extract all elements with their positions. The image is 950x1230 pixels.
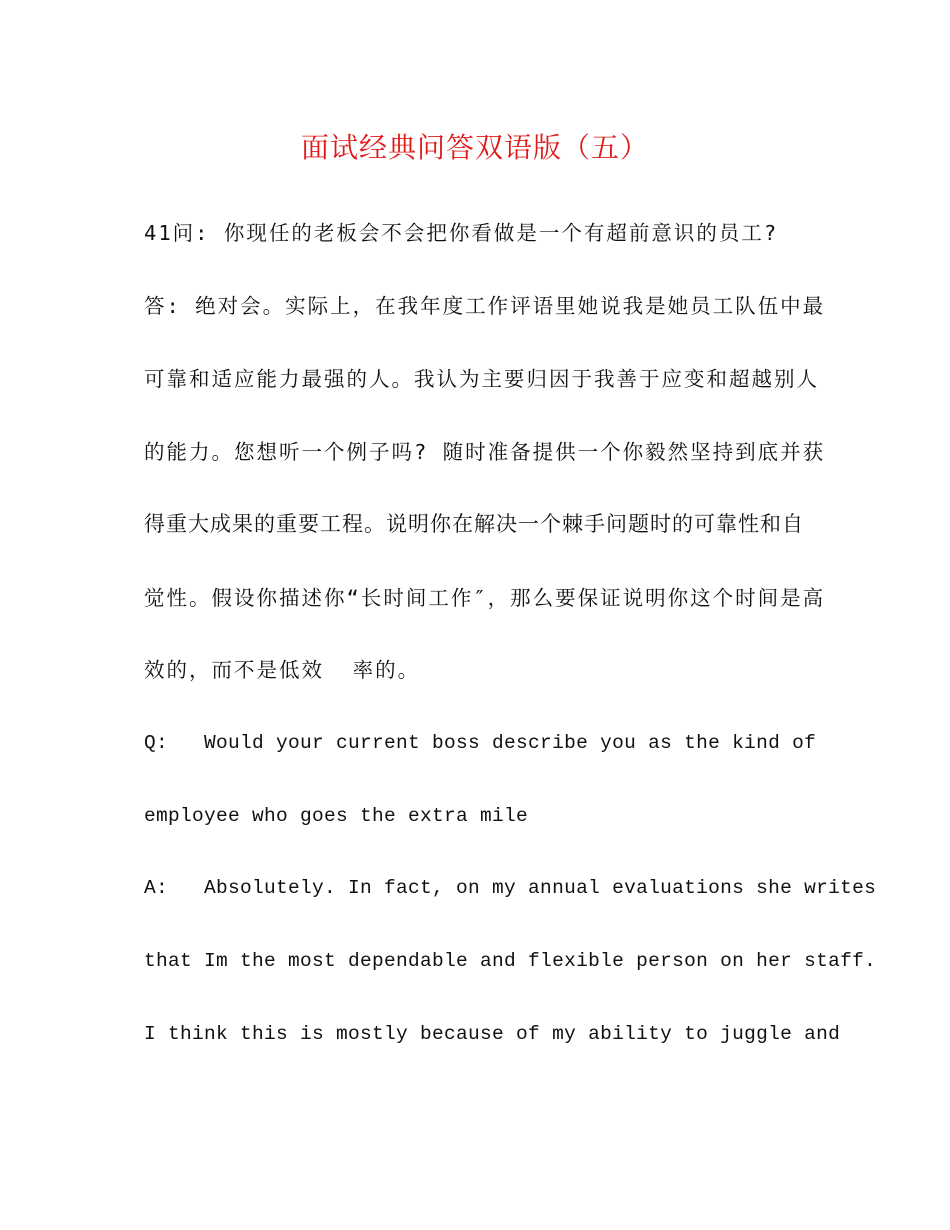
paragraph-line: I think this is mostly because of my ability to juggle and	[144, 1023, 841, 1045]
paragraph-line: 觉性。假设你描述你“长时间工作″，那么要保证说明你这个时间是高	[144, 586, 826, 610]
paragraph-line: employee who goes the extra mile	[144, 805, 529, 827]
paragraph-line: 答: 绝对会。实际上，在我年度工作评语里她说我是她员工队伍中最	[144, 294, 826, 318]
paragraph-line: 得重大成果的重要工程。说明你在解决一个棘手问题时的可靠性和自	[144, 512, 804, 536]
paragraph-line: A: Absolutely. In fact, on my annual evaluations she writes	[144, 877, 877, 899]
paragraph-line: 的能力。您想听一个例子吗? 随时准备提供一个你毅然坚持到底并获	[144, 440, 826, 464]
paragraph-line: 可靠和适应能力最强的人。我认为主要归因于我善于应变和超越别人	[144, 367, 819, 391]
paragraph-line: Q: Would your current boss describe you as the kind of	[144, 732, 817, 754]
paragraph-line: that Im the most dependable and flexible person on her staff.	[144, 950, 877, 972]
document-title: 面试经典问答双语版（五）	[300, 131, 649, 164]
paragraph-line: 效的，而不是低效 率的。	[144, 658, 421, 682]
paragraph-line: 41问: 你现任的老板会不会把你看做是一个有超前意识的员工?	[144, 221, 779, 245]
